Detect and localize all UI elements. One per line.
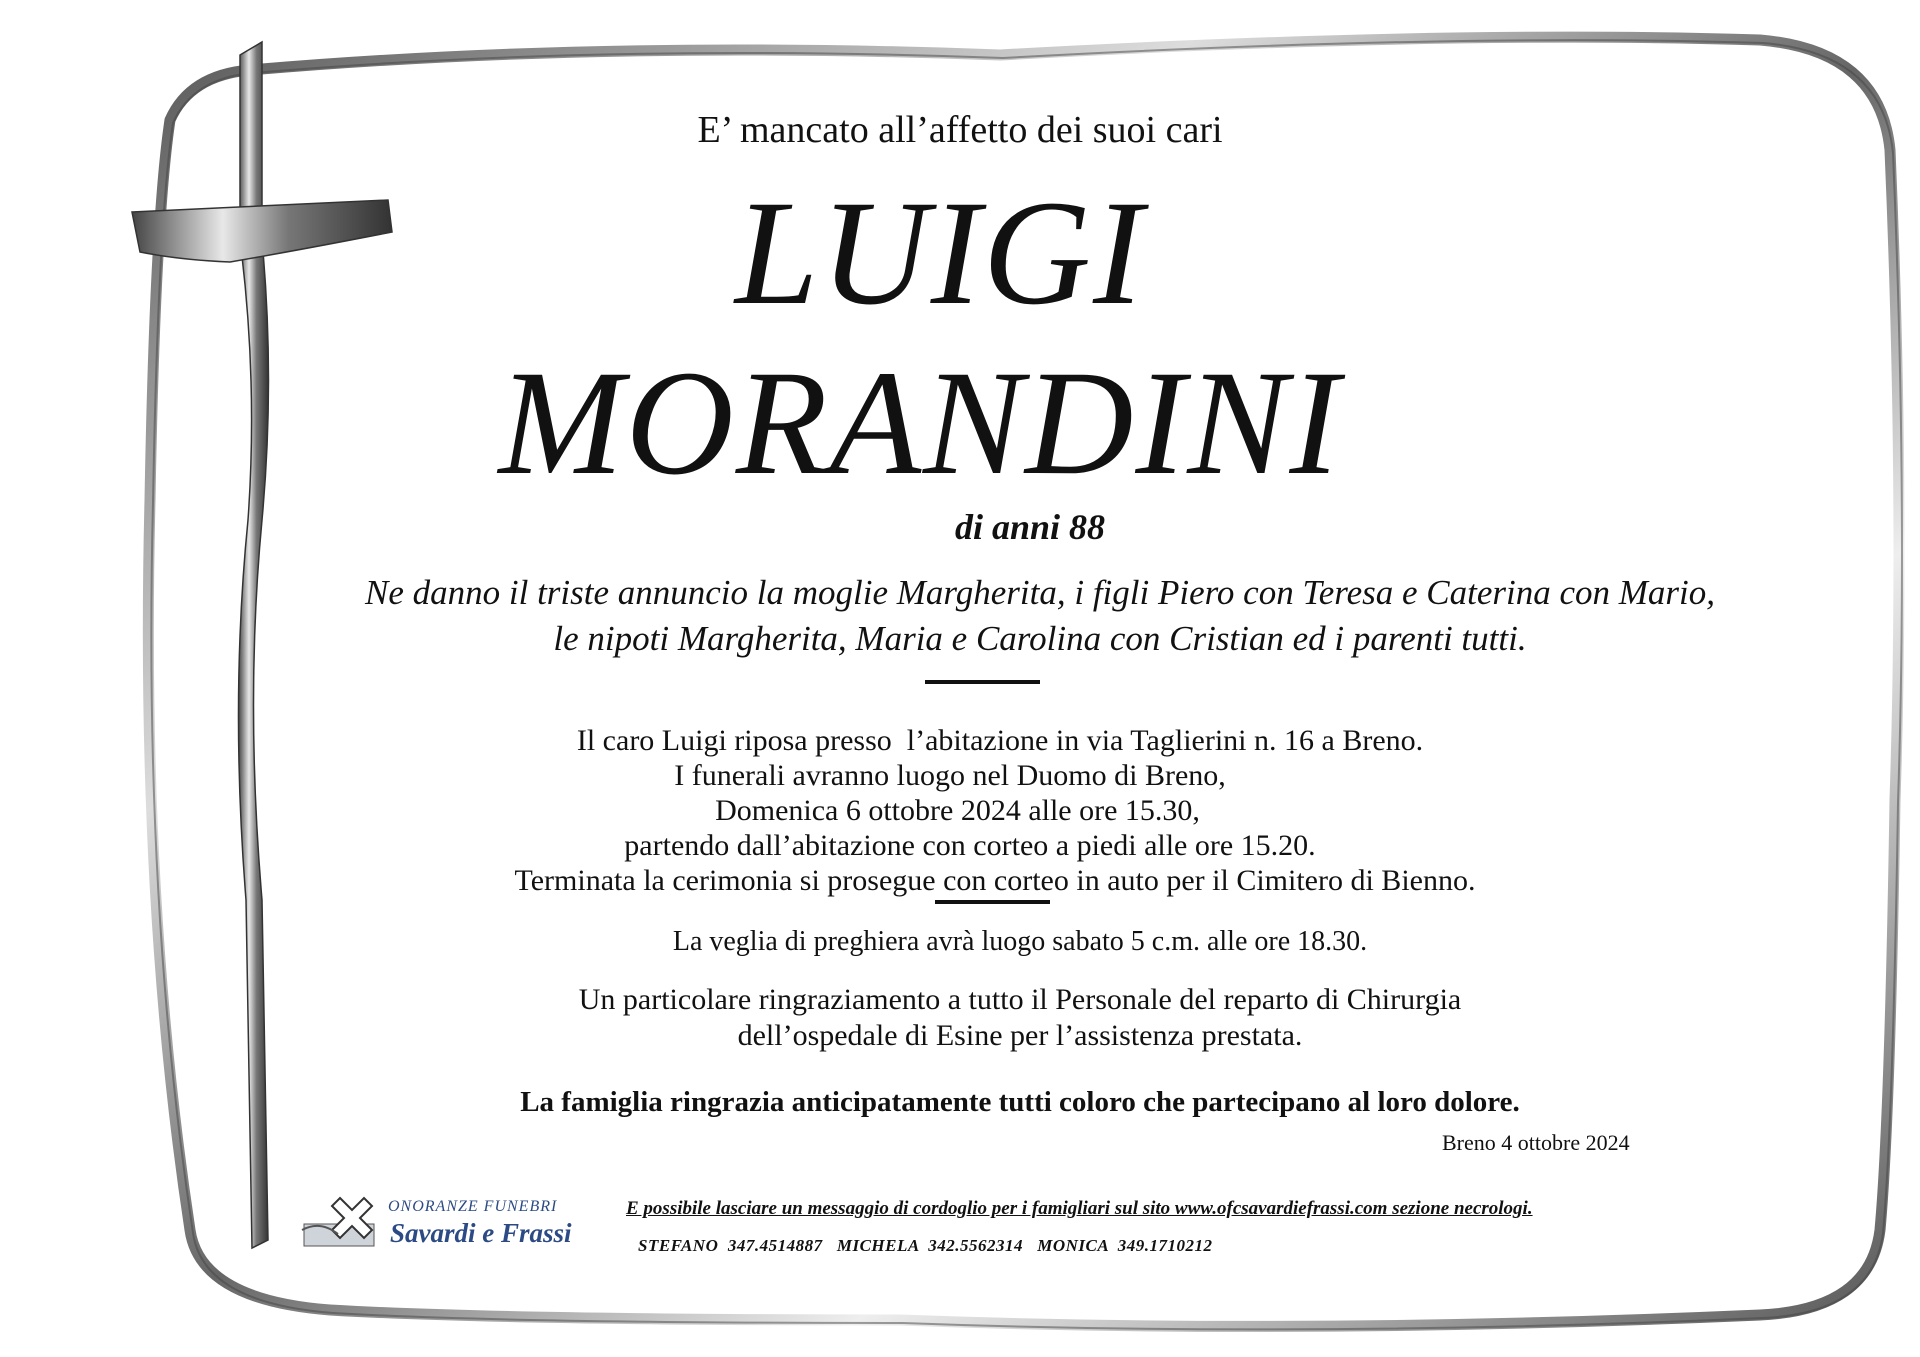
divider (935, 900, 1050, 904)
logo-name: Savardi e Frassi (390, 1218, 572, 1248)
announcement-line: Ne danno il triste annuncio la moglie Margherita, i figli Piero con Teresa e Caterina con Mario, (365, 573, 1715, 612)
announcement-line: le nipoti Margherita, Maria e Carolina con Cristian ed i parenti tutti. (553, 619, 1527, 658)
details-line: Il caro Luigi riposa presso l’abitazione in via Taglierini n. 16 a Breno. (576, 724, 1424, 757)
special-thanks (60, 982, 1920, 1054)
announcement (80, 570, 1920, 662)
details-line: Domenica 6 ottobre 2024 alle ore 15.30, (715, 794, 1200, 827)
vigil-text: La veglia di preghiera avrà luogo sabato 5 c.m. alle ore 18.30. (672, 926, 1368, 957)
first-name: LUIGI (735, 170, 1145, 336)
condolence-note: E possibile lasciare un messaggio di cordoglio per i famigliari sul sito www.ofcsavardiefrassi.com sezione necrologi. (626, 1198, 1533, 1219)
place-date: Breno 4 ottobre 2024 (1442, 1130, 1630, 1155)
logo-top-text: ONORANZE FUNEBRI (388, 1198, 558, 1215)
details-line: Terminata la cerimonia si prosegue con corteo in auto per il Cimitero di Bienno. (514, 864, 1476, 897)
intro-text: E’ mancato all’affetto dei suoi cari (697, 109, 1223, 151)
thanks-line: dell’ospedale di Esine per l’assistenza prestata. (737, 1019, 1303, 1052)
funeral-details (40, 723, 1920, 898)
details-line: partendo dall’abitazione con corteo a piedi alle ore 15.20. (624, 829, 1316, 862)
funeral-home-logo-icon (300, 1190, 390, 1260)
last-name: MORANDINI (498, 340, 1342, 506)
details-line: I funerali avranno luogo nel Duomo di Breno, (674, 759, 1226, 792)
divider (925, 680, 1040, 684)
thanks-line: Un particolare ringraziamento a tutto il Personale del reparto di Chirurgia (578, 983, 1462, 1016)
contacts: STEFANO 347.4514887 MICHELA 342.5562314 MONICA 349.1710212 (638, 1236, 1213, 1255)
funeral-home-logo (300, 1190, 600, 1260)
age: di anni 88 (954, 507, 1106, 547)
family-thanks: La famiglia ringrazia anticipatamente tutti coloro che partecipano al loro dolore. (520, 1086, 1520, 1118)
